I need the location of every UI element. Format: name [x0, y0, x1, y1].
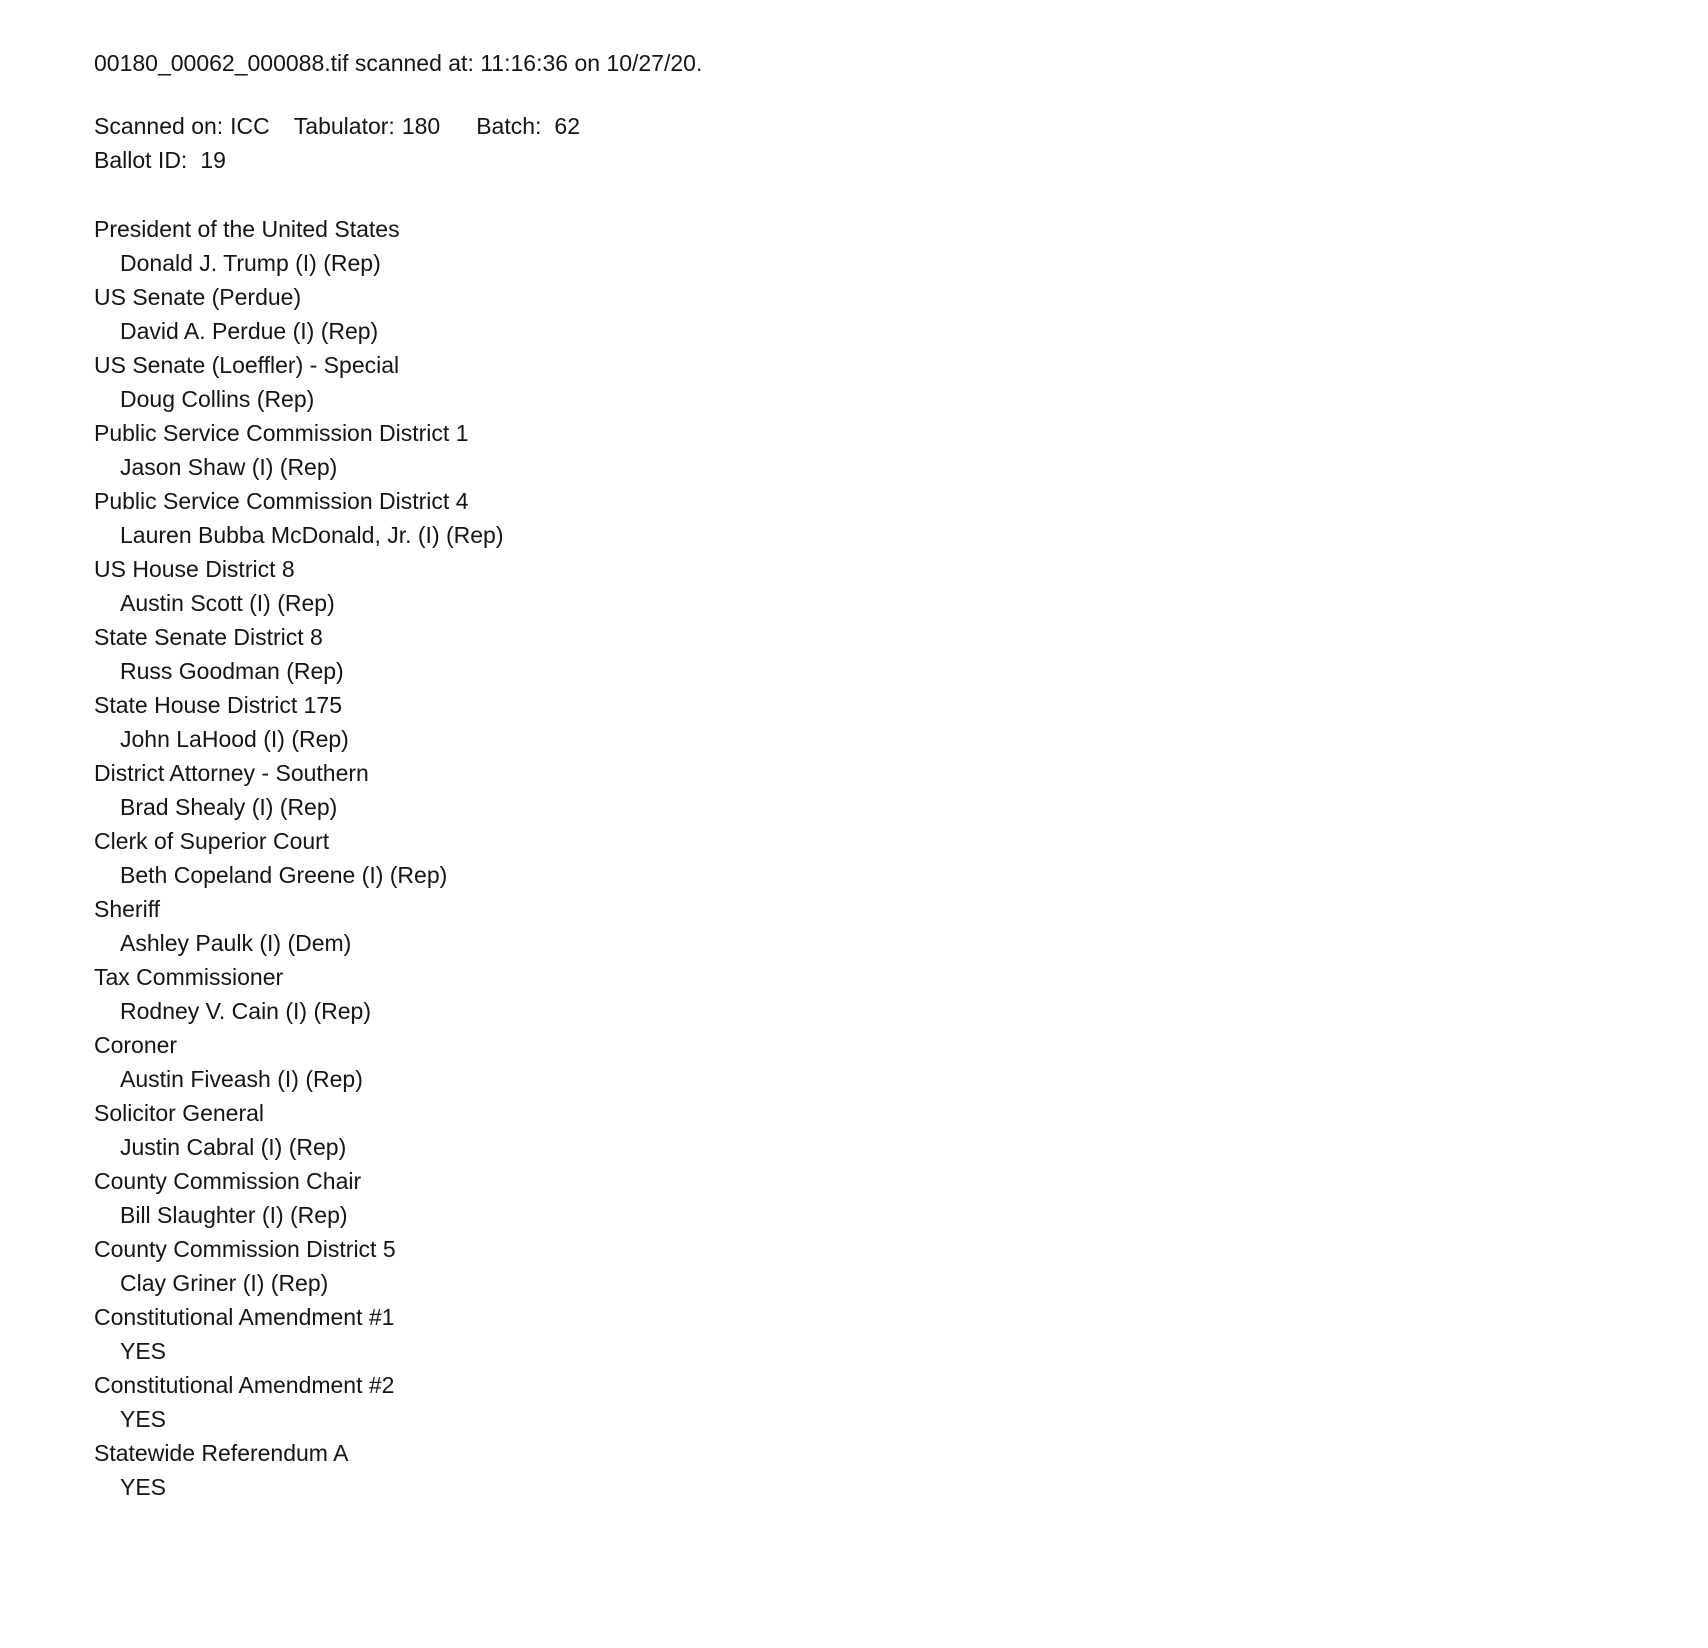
- contest-row: [94, 960, 1648, 1028]
- contest-row: [94, 756, 1648, 824]
- contest-row: [94, 416, 1648, 484]
- contest-selection: Clay Griner (I) (Rep): [120, 1270, 329, 1296]
- contest-row: [94, 892, 1648, 960]
- contest-selection: Ashley Paulk (I) (Dem): [120, 930, 352, 956]
- contest-row: [94, 688, 1648, 756]
- contest-selection: YES: [120, 1406, 167, 1432]
- contest-title: Coroner: [94, 1032, 178, 1058]
- contest-selection: Brad Shealy (I) (Rep): [120, 794, 338, 820]
- contest-title: Public Service Commission District 1: [94, 420, 469, 446]
- contest-row: [94, 1368, 1648, 1436]
- contest-row: [94, 1232, 1648, 1300]
- contest-title: Statewide Referendum A: [94, 1440, 349, 1466]
- batch-value: 62: [554, 113, 580, 139]
- ballot-id-label: Ballot ID:: [94, 147, 188, 173]
- contest-selection: YES: [120, 1474, 167, 1500]
- contest-selection: Austin Scott (I) (Rep): [120, 590, 335, 616]
- contest-selection: Bill Slaughter (I) (Rep): [120, 1202, 348, 1228]
- scanned-on-label: Scanned on:: [94, 113, 224, 139]
- contest-title: Sheriff: [94, 896, 161, 922]
- contest-row: [94, 824, 1648, 892]
- contest-title: Constitutional Amendment #2: [94, 1372, 395, 1398]
- contest-title: County Commission Chair: [94, 1168, 362, 1194]
- contest-title: State House District 175: [94, 692, 343, 718]
- contest-selection: Doug Collins (Rep): [120, 386, 315, 412]
- ballot-id-value: 19: [200, 147, 226, 173]
- scan-filename-header: 00180_00062_000088.tif scanned at: 11:16:36 on 10/27/20.: [94, 50, 703, 76]
- scanned-on-value: ICC: [230, 113, 270, 139]
- contest-selection: Lauren Bubba McDonald, Jr. (I) (Rep): [120, 522, 504, 548]
- contest-row: [94, 212, 1648, 280]
- contest-selection: Russ Goodman (Rep): [120, 658, 344, 684]
- contest-title: County Commission District 5: [94, 1236, 396, 1262]
- contest-title: Solicitor General: [94, 1100, 265, 1126]
- contest-selection: Beth Copeland Greene (I) (Rep): [120, 862, 448, 888]
- contest-title: Tax Commissioner: [94, 964, 284, 990]
- batch-label: Batch:: [476, 113, 542, 139]
- contest-row: [94, 620, 1648, 688]
- contest-title: US Senate (Perdue): [94, 284, 302, 310]
- contest-selection: Rodney V. Cain (I) (Rep): [120, 998, 371, 1024]
- contest-title: Public Service Commission District 4: [94, 488, 469, 514]
- tabulator-value: 180: [401, 113, 441, 139]
- contest-list: [94, 212, 1648, 1504]
- contest-row: [94, 1096, 1648, 1164]
- contest-row: [94, 484, 1648, 552]
- contest-selection: YES: [120, 1338, 167, 1364]
- contest-title: President of the United States: [94, 216, 400, 242]
- contest-row: [94, 552, 1648, 620]
- contest-row: [94, 1164, 1648, 1232]
- contest-title: US House District 8: [94, 556, 295, 582]
- contest-selection: Austin Fiveash (I) (Rep): [120, 1066, 363, 1092]
- contest-selection: John LaHood (I) (Rep): [120, 726, 349, 752]
- contest-title: Clerk of Superior Court: [94, 828, 330, 854]
- ballot-id-line: [94, 143, 1648, 177]
- contest-title: US Senate (Loeffler) - Special: [94, 352, 400, 378]
- contest-title: State Senate District 8: [94, 624, 323, 650]
- contest-selection: David A. Perdue (I) (Rep): [120, 318, 379, 344]
- contest-row: [94, 348, 1648, 416]
- contest-title: Constitutional Amendment #1: [94, 1304, 395, 1330]
- contest-selection: Donald J. Trump (I) (Rep): [120, 250, 381, 276]
- scan-info-line: [94, 109, 1648, 143]
- contest-row: [94, 1300, 1648, 1368]
- contest-selection: Jason Shaw (I) (Rep): [120, 454, 338, 480]
- contest-row: [94, 1436, 1648, 1504]
- contest-row: [94, 1028, 1648, 1096]
- contest-row: [94, 280, 1648, 348]
- tabulator-label: Tabulator:: [293, 113, 395, 139]
- contest-selection: Justin Cabral (I) (Rep): [120, 1134, 347, 1160]
- contest-title: District Attorney - Southern: [94, 760, 369, 786]
